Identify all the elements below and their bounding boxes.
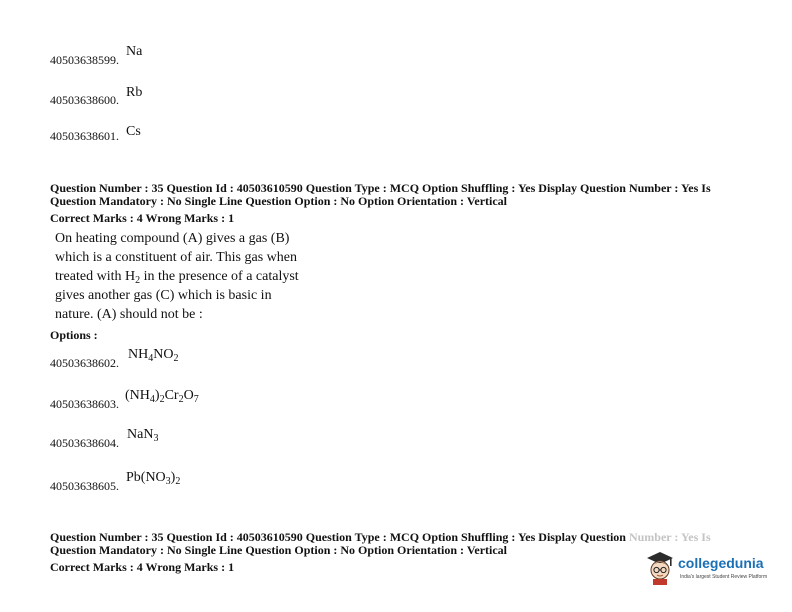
option-text: Cs	[126, 124, 141, 139]
question-text-line: treated with $H_2$ in the presence of a catalyst	[55, 269, 299, 286]
question-text-line: On heating compound (A) gives a gas (B)	[55, 231, 290, 246]
question-header-line2: Question Mandatory : No Single Line Question Option : No Option Orientation : Vertical	[50, 194, 508, 208]
options-label: Options :	[50, 328, 98, 342]
option-id: 40503638599.	[50, 53, 119, 67]
question-text-line: nature. (A) should not be :	[55, 307, 203, 322]
question-text	[55, 229, 299, 324]
collegedunia-logo	[644, 549, 784, 585]
option-formula: $NH_4NO_2$	[128, 347, 179, 364]
question-text-line: which is a constituent of air. This gas when	[55, 250, 297, 265]
question-text-line: gives another gas (C) which is basic in	[55, 288, 272, 303]
option-text: Rb	[126, 85, 143, 100]
brand-tagline: India's largest Student Review Platform	[680, 574, 768, 580]
brand-name: collegedunia	[678, 555, 764, 571]
question-marks: Correct Marks : 4 Wrong Marks : 1	[50, 211, 235, 225]
option-formula: $(NH_4)_2Cr_2O_7$	[125, 388, 199, 405]
option-formula: NaN$_3$	[127, 427, 159, 444]
option-id: 40503638605.	[50, 479, 119, 493]
option-id: 40503638603.	[50, 397, 119, 411]
question-header-line1: Question Number : 35 Question Id : 40503610590 Question Type : MCQ Option Shuffling : Yes Display Question Number : Yes Is	[50, 181, 711, 195]
option-text: Na	[126, 44, 143, 59]
option-id: 40503638601.	[50, 129, 119, 143]
next-question-header-line1: Question Number : 35 Question Id : 40503610590 Question Type : MCQ Option Shuffling : Yes Display Question Number : Yes Is	[50, 530, 711, 544]
option-id: 40503638604.	[50, 436, 119, 450]
option-id: 40503638600.	[50, 93, 119, 107]
student-mascot-icon	[644, 549, 676, 585]
option-formula: $Pb(NO_3)_2$	[126, 470, 181, 487]
next-question-header-line2: Question Mandatory : No Single Line Question Option : No Option Orientation : Vertical	[50, 543, 508, 557]
option-id: 40503638602.	[50, 356, 119, 370]
next-question-marks: Correct Marks : 4 Wrong Marks : 1	[50, 560, 235, 574]
